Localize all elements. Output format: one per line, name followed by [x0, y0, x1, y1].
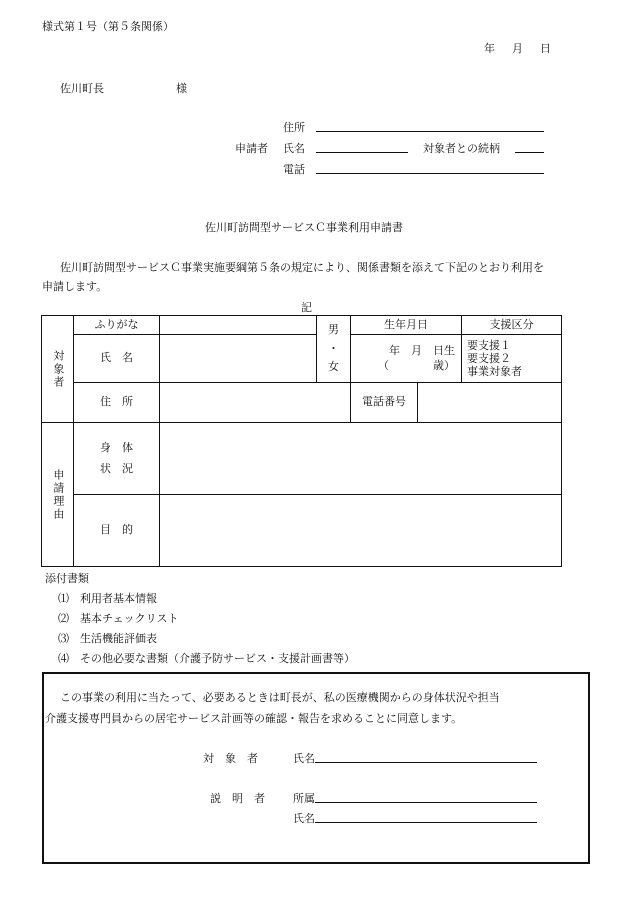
address-label: 住 所	[74, 383, 160, 423]
consent-line-1: この事業の利用に当たって、必要あるときは町長が、私の医療機関からの身体状況や担当	[60, 691, 500, 704]
purpose-input[interactable]	[160, 495, 562, 567]
attachment-item-4: ⑷ その他必要な書類（介護予防サービス・支援計画書等）	[58, 652, 355, 665]
subject-label: 対象者	[51, 349, 65, 389]
addressee: 佐川町長	[60, 82, 104, 95]
attachment-item-1: ⑴ 利用者基本情報	[58, 592, 157, 605]
dob-cell[interactable]	[351, 335, 462, 383]
gender-male[interactable]: 男	[328, 322, 339, 336]
consent-subject-label: 対 象 者	[203, 752, 258, 765]
relation-label: 対象者との続柄	[423, 142, 500, 155]
applicant-phone-field[interactable]	[316, 173, 544, 174]
physical-label-1: 身 体	[100, 440, 133, 454]
gender-cell[interactable]	[317, 316, 351, 383]
application-table	[41, 315, 562, 567]
support-header: 支援区分	[462, 316, 562, 335]
support-cell[interactable]	[462, 335, 562, 383]
name-input[interactable]	[160, 335, 317, 383]
physical-label-cell	[74, 423, 160, 495]
applicant-name-label: 氏名	[283, 142, 305, 155]
ki-marker: 記	[301, 301, 312, 314]
relation-field[interactable]	[515, 152, 544, 153]
furigana-input[interactable]	[160, 316, 317, 335]
consent-affiliation-field[interactable]	[315, 802, 537, 803]
phone-input[interactable]	[418, 383, 562, 423]
support-option-1[interactable]: 要支援１	[467, 338, 511, 352]
physical-input[interactable]	[160, 423, 562, 495]
consent-explainer-label: 説 明 者	[210, 792, 265, 805]
gender-female[interactable]: 女	[328, 360, 339, 374]
gender-separator: ・	[328, 341, 339, 355]
purpose-label: 目 的	[74, 495, 160, 567]
physical-label-2: 状 況	[100, 461, 133, 475]
attachments-title: 添付書類	[45, 572, 89, 585]
consent-explainer-name-field[interactable]	[315, 822, 537, 823]
consent-subject-name-label: 氏名	[293, 752, 315, 765]
name-label: 氏 名	[74, 335, 160, 383]
reason-label-cell	[42, 423, 74, 567]
form-number: 様式第１号（第５条関係）	[42, 20, 174, 33]
applicant-phone-label: 電話	[283, 163, 305, 176]
applicant-label: 申請者	[235, 142, 268, 155]
address-input[interactable]	[160, 383, 351, 423]
attachment-item-2: ⑵ 基本チェックリスト	[58, 612, 179, 625]
age-value: （ 歳）	[378, 358, 455, 372]
date-field[interactable]: 年 月 日	[484, 42, 554, 55]
subject-label-cell	[42, 316, 74, 423]
applicant-name-field[interactable]	[316, 152, 408, 153]
consent-affiliation-label: 所属	[293, 792, 315, 805]
furigana-label: ふりがな	[74, 316, 160, 335]
addressee-honorific: 様	[176, 82, 187, 95]
applicant-address-field[interactable]	[316, 131, 544, 132]
attachment-item-3: ⑶ 生活機能評価表	[58, 632, 157, 645]
body-line-2: 申請します。	[42, 280, 108, 293]
document-title: 佐川町訪問型サービスＣ事業利用申請書	[205, 221, 403, 234]
consent-explainer-name-label: 氏名	[293, 812, 315, 825]
reason-label: 申請理由	[51, 468, 65, 521]
support-option-2[interactable]: 要支援２	[467, 351, 511, 365]
phone-label: 電話番号	[351, 383, 418, 423]
applicant-address-label: 住所	[283, 121, 305, 134]
body-line-1: 佐川町訪問型サービスＣ事業実施要綱第５条の規定により、関係書類を添えて下記のとおり利用を	[60, 261, 544, 274]
consent-subject-name-field[interactable]	[315, 762, 537, 763]
dob-header: 生年月日	[351, 316, 462, 335]
consent-line-2: 介護支援専門員からの居宅サービス計画等の確認・報告を求めることに同意します。	[45, 712, 463, 725]
dob-value: 年 月 日生	[389, 343, 455, 357]
support-option-3[interactable]: 事業対象者	[467, 365, 522, 379]
